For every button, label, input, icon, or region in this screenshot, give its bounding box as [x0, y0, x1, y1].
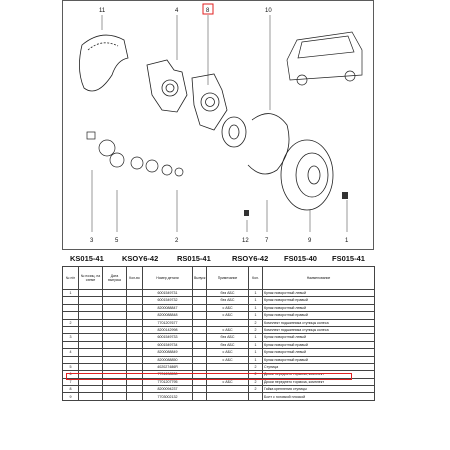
- table-row: [63, 386, 375, 393]
- table-cell: [103, 334, 127, 341]
- table-cell: Комплект подшипника ступицы колеса: [263, 326, 375, 333]
- col-header: Дата выпуска: [103, 267, 127, 290]
- table-cell: [63, 297, 79, 304]
- table-cell: [79, 312, 103, 319]
- model-code: KS015-41: [70, 254, 104, 263]
- model-code: FS015-41: [332, 254, 365, 263]
- table-cell: [103, 304, 127, 311]
- table-cell: [79, 349, 103, 356]
- table-cell: [103, 319, 127, 326]
- table-row: [63, 290, 375, 297]
- table-cell: [79, 334, 103, 341]
- table-cell: [127, 290, 143, 297]
- col-header: Кол-во: [127, 267, 143, 290]
- col-header: Кол.: [249, 267, 263, 290]
- table-cell: 5: [63, 363, 79, 370]
- table-header-row: [63, 267, 375, 290]
- table-cell: [127, 363, 143, 370]
- table-cell: [103, 297, 127, 304]
- table-row: [63, 349, 375, 356]
- table-cell: Гайка крепления ступицы: [263, 386, 375, 393]
- table-cell: [127, 319, 143, 326]
- table-cell: [103, 312, 127, 319]
- table-cell: 2: [249, 386, 263, 393]
- table-cell: [79, 290, 103, 297]
- table-cell: [103, 356, 127, 363]
- table-cell: 1: [249, 290, 263, 297]
- table-row: [63, 356, 375, 363]
- table-cell: 7703002132: [143, 393, 193, 400]
- table-cell: 6001549734: [143, 341, 193, 348]
- table-cell: [193, 334, 207, 341]
- table-cell: [79, 319, 103, 326]
- table-cell: 1: [249, 304, 263, 311]
- table-cell: [193, 393, 207, 400]
- table-cell: с АБС: [207, 326, 249, 333]
- table-cell: [193, 386, 207, 393]
- callout-3: 3: [90, 238, 94, 244]
- table-cell: с АБС: [207, 356, 249, 363]
- table-cell: [103, 386, 127, 393]
- table-cell: 7: [63, 378, 79, 385]
- table-cell: 1: [249, 297, 263, 304]
- parts-table: [62, 266, 375, 401]
- callout-8: 8: [206, 8, 210, 14]
- table-cell: 6001549733: [143, 334, 193, 341]
- table-cell: [63, 326, 79, 333]
- table-cell: Болт с головкой плоской: [263, 393, 375, 400]
- table-cell: [127, 356, 143, 363]
- table-cell: Кулак поворотный правый: [263, 312, 375, 319]
- table-cell: [193, 356, 207, 363]
- highlighted-row-frame: [66, 373, 352, 380]
- table-cell: [193, 319, 207, 326]
- table-cell: 7701208530: [143, 371, 193, 378]
- callout-7: 7: [265, 238, 269, 244]
- table-cell: [79, 297, 103, 304]
- table-cell: Кулак поворотный правый: [263, 341, 375, 348]
- col-header: Наименование: [263, 267, 375, 290]
- callout-1: 1: [345, 238, 349, 244]
- table-cell: без АБС: [207, 341, 249, 348]
- table-cell: [127, 341, 143, 348]
- table-cell: [127, 349, 143, 356]
- table-cell: [103, 326, 127, 333]
- table-cell: 8200094237: [143, 386, 193, 393]
- table-cell: 6001549732: [143, 297, 193, 304]
- callout-4: 4: [175, 8, 179, 14]
- table-cell: [63, 312, 79, 319]
- table-cell: с АБС: [207, 349, 249, 356]
- table-cell: [79, 393, 103, 400]
- table-cell: [103, 349, 127, 356]
- table-cell: Кулак поворотный правый: [263, 356, 375, 363]
- table-cell: 2: [63, 319, 79, 326]
- table-cell: [193, 290, 207, 297]
- table-cell: 1: [249, 356, 263, 363]
- callout-12: 12: [242, 238, 249, 244]
- table-cell: с АБС: [207, 378, 249, 385]
- table-cell: 1: [249, 334, 263, 341]
- table-cell: [127, 297, 143, 304]
- table-cell: Кулак поворотный левый: [263, 349, 375, 356]
- table-cell: [207, 363, 249, 370]
- table-cell: [193, 297, 207, 304]
- table-cell: Ступица: [263, 363, 375, 370]
- table-cell: Кулак поворотный левый: [263, 334, 375, 341]
- table-cell: [127, 312, 143, 319]
- table-cell: [63, 304, 79, 311]
- table-cell: 2: [249, 378, 263, 385]
- table-cell: [79, 356, 103, 363]
- table-cell: Кулак поворотный левый: [263, 290, 375, 297]
- model-code: RSOY6-42: [232, 254, 269, 263]
- parts-table-wrap: [62, 266, 374, 401]
- table-cell: 1: [63, 290, 79, 297]
- table-cell: 1: [249, 341, 263, 348]
- table-cell: без АБС: [207, 334, 249, 341]
- table-cell: [193, 304, 207, 311]
- table-cell: 7701207677: [143, 319, 193, 326]
- table-cell: 8200088847: [143, 304, 193, 311]
- table-cell: 8200088848: [143, 312, 193, 319]
- callout-9: 9: [308, 238, 312, 244]
- callout-2: 2: [175, 238, 179, 244]
- table-cell: [103, 363, 127, 370]
- model-code: FS015-40: [284, 254, 317, 263]
- table-cell: 2: [249, 363, 263, 370]
- table-row: [63, 319, 375, 326]
- table-cell: [193, 326, 207, 333]
- table-cell: [79, 304, 103, 311]
- table-cell: [63, 341, 79, 348]
- table-cell: Диски переднего тормоза, комплект: [263, 378, 375, 385]
- table-cell: [193, 341, 207, 348]
- table-row: [63, 312, 375, 319]
- table-cell: [79, 386, 103, 393]
- col-header: № п/п: [63, 267, 79, 290]
- table-cell: [79, 341, 103, 348]
- table-cell: Кулак поворотный левый: [263, 304, 375, 311]
- table-cell: [127, 326, 143, 333]
- table-cell: 2: [249, 326, 263, 333]
- table-row: [63, 297, 375, 304]
- table-cell: [127, 334, 143, 341]
- table-cell: [63, 356, 79, 363]
- table-cell: [127, 393, 143, 400]
- callout-5: 5: [115, 238, 119, 244]
- table-cell: 4: [63, 349, 79, 356]
- col-header: Примечание: [207, 267, 249, 290]
- table-cell: 1: [249, 349, 263, 356]
- table-cell: [249, 393, 263, 400]
- table-cell: [207, 393, 249, 400]
- table-cell: [103, 290, 127, 297]
- table-row: [63, 334, 375, 341]
- table-cell: 8200088850: [143, 356, 193, 363]
- model-code: KSOY6-42: [122, 254, 159, 263]
- table-cell: 9: [63, 393, 79, 400]
- table-row: [63, 304, 375, 311]
- table-cell: без АБС: [207, 297, 249, 304]
- table-cell: [79, 326, 103, 333]
- table-row: [63, 393, 375, 400]
- table-row: [63, 363, 375, 370]
- table-cell: [193, 363, 207, 370]
- col-header: Выпуск: [193, 267, 207, 290]
- table-cell: 8200088849: [143, 349, 193, 356]
- table-cell: [103, 341, 127, 348]
- table-cell: 8200142998: [143, 326, 193, 333]
- table-cell: Комплект подшипника ступицы колеса: [263, 319, 375, 326]
- table-cell: [127, 386, 143, 393]
- col-header: Номер детали: [143, 267, 193, 290]
- table-cell: 3: [63, 334, 79, 341]
- table-cell: [193, 349, 207, 356]
- table-cell: [207, 386, 249, 393]
- exploded-parts-diagram: [62, 0, 374, 250]
- table-cell: [193, 312, 207, 319]
- model-code: RS015-41: [177, 254, 211, 263]
- table-cell: [103, 393, 127, 400]
- callout-11: 11: [99, 8, 106, 14]
- table-cell: с АБС: [207, 304, 249, 311]
- table-cell: 402027486R: [143, 363, 193, 370]
- table-cell: 6001549731: [143, 290, 193, 297]
- table-cell: [127, 304, 143, 311]
- table-cell: 2: [249, 371, 263, 378]
- table-row: [63, 341, 375, 348]
- table-cell: 6: [63, 371, 79, 378]
- table-cell: 8: [63, 386, 79, 393]
- table-cell: Кулак поворотный правый: [263, 297, 375, 304]
- callout-10: 10: [265, 8, 272, 14]
- table-cell: 2: [249, 319, 263, 326]
- table-cell: [207, 319, 249, 326]
- col-header: № позиц. на схеме: [79, 267, 103, 290]
- table-cell: 1: [249, 312, 263, 319]
- table-row: [63, 326, 375, 333]
- table-cell: Диски переднего тормоза, комплект: [263, 371, 375, 378]
- table-cell: [79, 363, 103, 370]
- table-cell: 7701207795: [143, 378, 193, 385]
- model-codes-row: [70, 254, 370, 266]
- table-cell: с АБС: [207, 312, 249, 319]
- table-cell: без АБС: [207, 290, 249, 297]
